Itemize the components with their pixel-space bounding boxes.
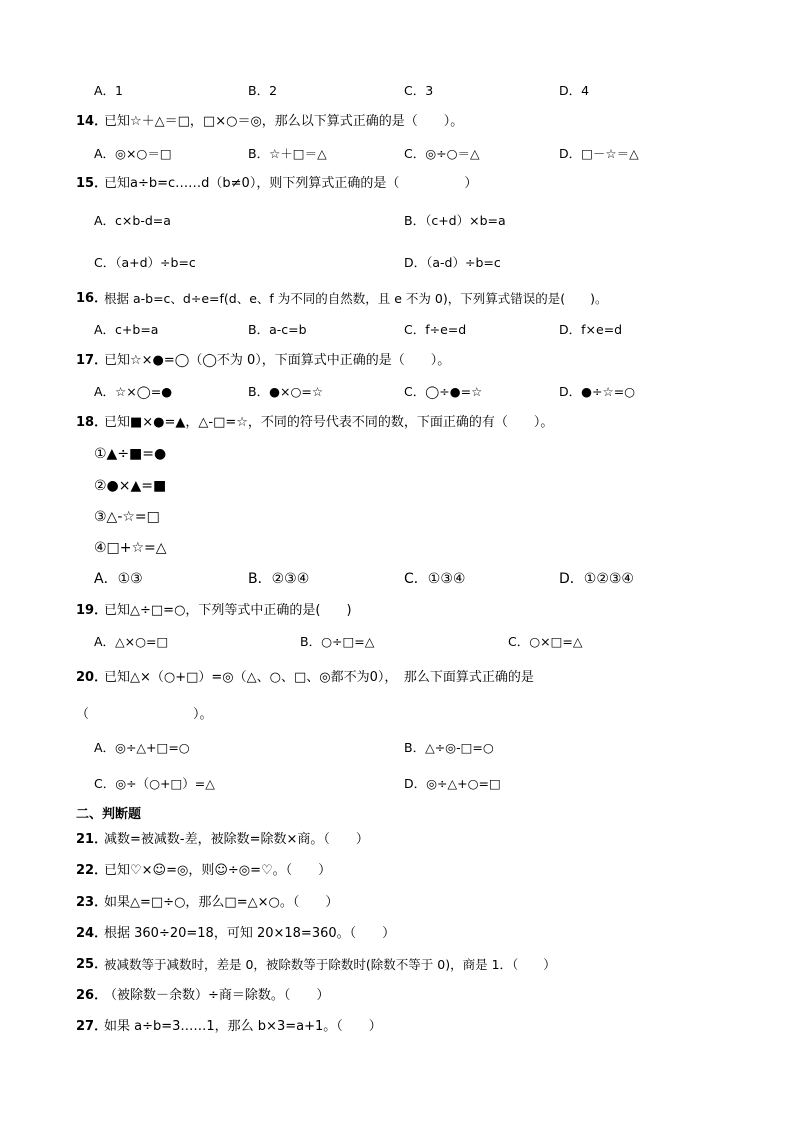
q19-option-a: A．△×○=□ bbox=[94, 634, 169, 649]
q27-row bbox=[0, 1017, 794, 1037]
q14-option-d: D．□－☆＝△ bbox=[559, 146, 639, 161]
section-heading-row bbox=[0, 805, 794, 825]
q18-options bbox=[0, 569, 794, 589]
q26-number: 26． bbox=[76, 988, 108, 1003]
q16-option-b: B．a-c=b bbox=[248, 322, 307, 337]
q18-option-b: B．②③④ bbox=[248, 571, 310, 587]
q18-statement-2: ②●×▲=■ bbox=[94, 478, 167, 494]
q20-option-c: C．◎÷（○+□）=△ bbox=[94, 776, 215, 791]
q15-option-c: C．（a+d）÷b=c bbox=[94, 255, 196, 270]
q21-number: 21． bbox=[76, 832, 108, 847]
q21-text: 减数=被减数-差，被除数=除数×商。（ ） bbox=[104, 832, 369, 847]
q20-stem bbox=[0, 668, 794, 688]
q14-text: 已知☆＋△＝□，□×○＝◎，那么以下算式正确的是（ ）。 bbox=[104, 114, 464, 129]
q20-answer-blank-row bbox=[0, 705, 794, 725]
q19-stem bbox=[0, 601, 794, 621]
q20-options-row2 bbox=[0, 774, 794, 794]
q18-statement-1: ①▲÷■=● bbox=[94, 446, 167, 462]
q13-option-a: A．1 bbox=[94, 83, 124, 98]
q22-number: 22． bbox=[76, 863, 108, 878]
q14-stem bbox=[0, 112, 794, 132]
q17-number: 17． bbox=[76, 353, 108, 368]
q18-text: 已知■×●=▲，△-□=☆，不同的符号代表不同的数，下面正确的有（ ）。 bbox=[104, 415, 554, 430]
q24-number: 24． bbox=[76, 926, 108, 941]
q20-option-d: D．◎÷△+○=□ bbox=[404, 776, 501, 791]
q14-option-c: C．◎÷○＝△ bbox=[404, 146, 480, 161]
q16-option-a: A．c+b=a bbox=[94, 322, 159, 337]
q25-row bbox=[0, 955, 794, 975]
q24-text: 根据 360÷20=18，可知 20×18=360。（ ） bbox=[104, 926, 396, 941]
q18-stem bbox=[0, 413, 794, 433]
q18-statement-4-row bbox=[0, 538, 794, 558]
q17-option-c: C．◯÷●=☆ bbox=[404, 384, 483, 399]
q17-option-b: B．●×○=☆ bbox=[248, 384, 324, 399]
q18-number: 18． bbox=[76, 415, 108, 430]
q20-options-row1 bbox=[0, 738, 794, 758]
q18-option-d: D．①②③④ bbox=[559, 571, 634, 587]
q17-stem bbox=[0, 351, 794, 371]
q13-options bbox=[0, 81, 794, 101]
q14-option-b: B．☆＋□＝△ bbox=[248, 146, 327, 161]
q13-option-c: C．3 bbox=[404, 83, 434, 98]
q15-text: 已知a÷b=c……d（b≠0），则下列算式正确的是（ ） bbox=[104, 176, 478, 191]
q23-row bbox=[0, 893, 794, 913]
q19-text: 已知△÷□=○，下列等式中正确的是( ) bbox=[104, 603, 352, 618]
q20-option-a: A．◎÷△+□=○ bbox=[94, 740, 190, 755]
q15-option-a: A．c×b-d=a bbox=[94, 213, 171, 228]
q17-option-d: D．●÷☆=○ bbox=[559, 384, 636, 399]
q22-text: 已知♡×☺=◎，则☺÷◎=♡。（ ） bbox=[104, 863, 332, 878]
q15-option-b: B．（c+d）×b=a bbox=[404, 213, 506, 228]
q18-statement-4: ④□+☆=△ bbox=[94, 540, 167, 556]
q14-number: 14． bbox=[76, 114, 108, 129]
q26-row bbox=[0, 986, 794, 1006]
q18-statement-2-row bbox=[0, 476, 794, 496]
q19-number: 19． bbox=[76, 603, 108, 618]
q24-row bbox=[0, 924, 794, 944]
q18-statement-1-row bbox=[0, 444, 794, 464]
q23-number: 23． bbox=[76, 895, 108, 910]
q20-number: 20． bbox=[76, 670, 108, 685]
section-heading: 二、判断题 bbox=[76, 807, 142, 822]
q18-option-c: C．①③④ bbox=[404, 571, 466, 587]
q15-options-row1 bbox=[0, 211, 794, 231]
q19-options bbox=[0, 632, 794, 652]
q14-option-a: A．◎×○＝□ bbox=[94, 146, 172, 161]
q16-number: 16． bbox=[76, 291, 108, 306]
q15-stem bbox=[0, 174, 794, 194]
q15-number: 15． bbox=[76, 176, 108, 191]
q20-option-b: B．△÷◎-□=○ bbox=[404, 740, 494, 755]
q25-text: 被减数等于减数时，差是 0，被除数等于除数时(除数不等于 0)，商是 1．（ ） bbox=[104, 957, 556, 972]
q19-option-c: C．○×□=△ bbox=[508, 634, 583, 649]
q21-row bbox=[0, 830, 794, 850]
q17-options bbox=[0, 382, 794, 402]
q23-text: 如果△=□÷○，那么□=△×○。（ ） bbox=[104, 895, 339, 910]
q18-statement-3-row bbox=[0, 507, 794, 527]
q15-option-d: D．（a-d）÷b=c bbox=[404, 255, 501, 270]
q16-option-c: C．f÷e=d bbox=[404, 322, 467, 337]
q27-text: 如果 a÷b=3……1，那么 b×3=a+1。（ ） bbox=[104, 1019, 382, 1034]
q17-option-a: A．☆×◯=● bbox=[94, 384, 173, 399]
q13-option-b: B．2 bbox=[248, 83, 278, 98]
q16-options bbox=[0, 320, 794, 340]
q26-text: （被除数－余数）÷商＝除数。（ ） bbox=[104, 988, 330, 1003]
q20-text: 已知△×（○+□）=◎（△、○、□、◎都不为0）， 那么下面算式正确的是 bbox=[104, 670, 534, 685]
q27-number: 27． bbox=[76, 1019, 108, 1034]
q20-answer-blank: （ ）。 bbox=[76, 707, 213, 722]
q19-option-b: B．○÷□=△ bbox=[300, 634, 375, 649]
q22-row bbox=[0, 861, 794, 881]
q16-text: 根据 a-b=c、d÷e=f(d、e、f 为不同的自然数，且 e 不为 0)，下列算式错误的是( )。 bbox=[104, 291, 608, 306]
q18-statement-3: ③△-☆=□ bbox=[94, 509, 160, 525]
q16-stem bbox=[0, 289, 794, 309]
q16-option-d: D．f×e=d bbox=[559, 322, 623, 337]
q14-options bbox=[0, 144, 794, 164]
q15-options-row2 bbox=[0, 253, 794, 273]
q17-text: 已知☆×●=◯（◯不为 0），下面算式中正确的是（ ）。 bbox=[104, 353, 451, 368]
q18-option-a: A．①③ bbox=[94, 571, 143, 587]
q13-option-d: D．4 bbox=[559, 83, 590, 98]
q25-number: 25． bbox=[76, 957, 108, 972]
